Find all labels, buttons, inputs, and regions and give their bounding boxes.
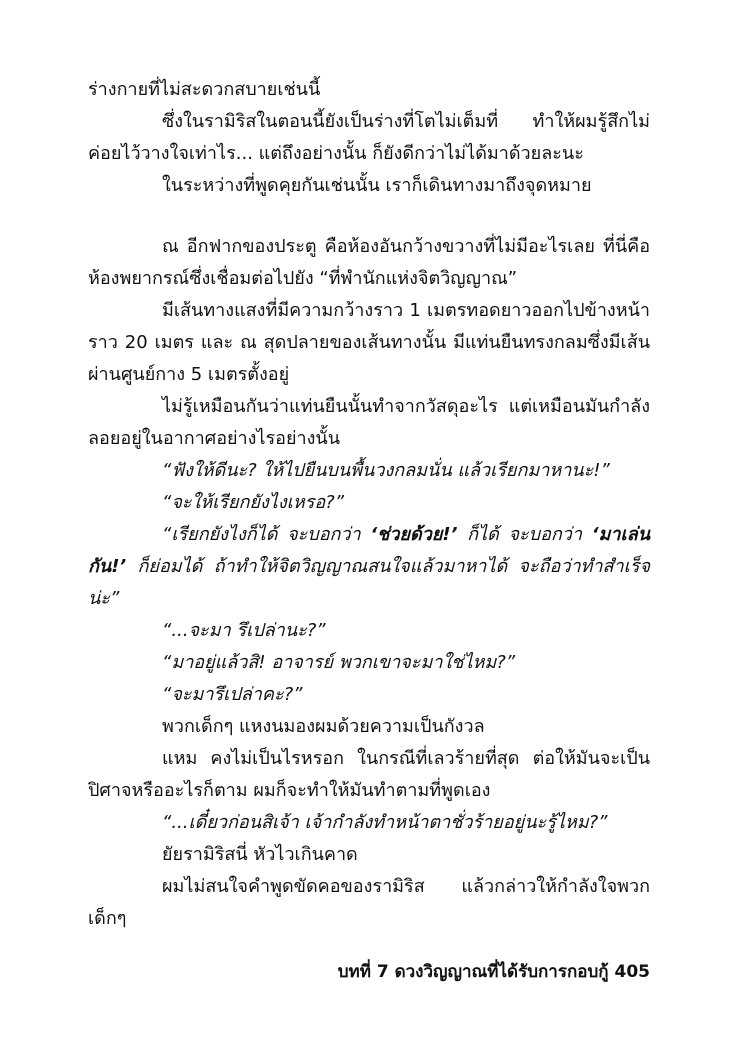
paragraph-2: ซึ่งในรามิริสในตอนนี้ยังเป็นร่างที่โตไม่เต็มที่ ทำให้ผมรู้สึกไม่ค่อยไว้วางใจเท่าไร... แต่ถึงอย่างนั้น ก็ยังดีกว่าไม่ได้มาด้วยละนะ (88, 111, 650, 164)
paragraph-8: แหม คงไม่เป็นไรหรอก ในกรณีที่เลวร้ายที่สุด ต่อให้มันจะเป็นปิศาจหรืออะไรก็ตาม ผมก็จะทำให้มันทำตามที่พูดเอง (88, 748, 650, 801)
dialogue-3-bold-help: ‘ช่วยด้วย!’ (370, 524, 458, 545)
dialogue-5: “มาอยู่แล้วสิ! อาจารย์ พวกเขาจะมาใช่ไหม?” (162, 652, 516, 673)
dialogue-7: “...เดี๋ยวก่อนสิเจ้า เจ้ากำลังทำหน้าตาชั่วร้ายอยู่นะรู้ไหม?” (162, 812, 608, 833)
dialogue-6: “จะมารึเปล่าคะ?” (162, 684, 303, 705)
dialogue-3-part-a: “เรียกยังไงก็ได้ จะบอกว่า (162, 524, 371, 545)
paragraph-10: ผมไม่สนใจคำพูดขัดคอของรามิริส แล้วกล่าวให้กำลังใจพวกเด็กๆ (88, 876, 650, 929)
chapter-label: บทที่ 7 ดวงวิญญาณที่ได้รับการกอบกู้ (337, 962, 609, 982)
page-number: 405 (614, 962, 650, 982)
dialogue-3 (88, 519, 650, 615)
paragraph-1: ร่างกายที่ไม่สะดวกสบายเช่นนี้ (88, 79, 321, 100)
paragraph-6: ไม่รู้เหมือนกันว่าแท่นยืนนั้นทำจากวัสดุอะไร แต่เหมือนมันกำลังลอยอยู่ในอากาศอย่างไรอย่างนั้น (88, 396, 650, 449)
paragraph-9: ยัยรามิริสนี่ หัวไวเกินคาด (162, 844, 358, 865)
body-text (88, 74, 650, 935)
paragraph-4: ณ อีกฟากของประตู คือห้องอันกว้างขวางที่ไม่มีอะไรเลย ที่นี่คือห้องพยากรณ์ซึ่งเชื่อมต่อไปยัง “ที่พำนักแห่งจิตวิญญาณ” (88, 236, 650, 289)
paragraph-5: มีเส้นทางแสงที่มีความกว้างราว 1 เมตรทอดยาวออกไปข้างหน้าราว 20 เมตร และ ณ สุดปลายของเส้นทางนั้น มีแท่นยืนทรงกลมซึ่งมีเส้นผ่านศูนย์กาง 5 เมตรตั้งอยู่ (88, 300, 650, 385)
dialogue-3-part-c: ก็ได้ จะบอกว่า (457, 524, 592, 545)
dialogue-2: “จะให้เรียกยังไงเหรอ?” (162, 492, 345, 513)
dialogue-1: “ฟังให้ดีนะ? ให้ไปยืนบนพื้นวงกลมนั่น แล้วเรียกมาหานะ!” (162, 460, 610, 481)
page-footer (338, 958, 650, 985)
dialogue-4: “...จะมา รึเปล่านะ?” (162, 620, 326, 641)
dialogue-3-part-d: ก็ย่อมได้ ถ้าทำให้จิตวิญญาณสนใจแล้วมาหาได้ จะถือว่าทำสำเร็จน่ะ” (88, 556, 650, 609)
paragraph-3: ในระหว่างที่พูดคุยกันเช่นนั้น เราก็เดินทางมาถึงจุดหมาย (162, 175, 592, 196)
dialogue-3-bold-play: ‘มาเล่นกัน!’ (88, 524, 651, 577)
paragraph-7: พวกเด็กๆ แหงนมองผมด้วยความเป็นกังวล (162, 716, 485, 737)
